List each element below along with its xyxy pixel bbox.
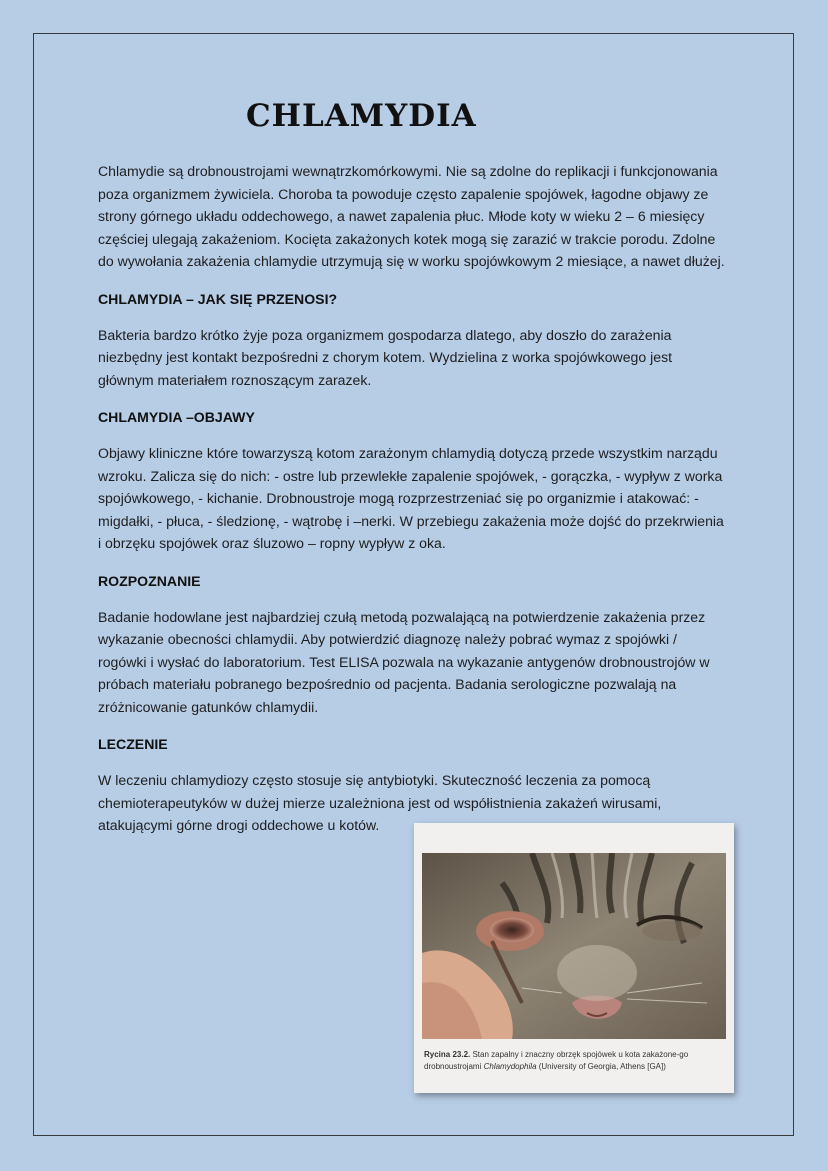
article-body	[98, 160, 728, 853]
section-heading-transmission: CHLAMYDIA – JAK SIĘ PRZENOSI?	[98, 290, 338, 307]
caption-species: Chlamydophila	[483, 1062, 537, 1071]
section-text-treatment: W leczeniu chlamydiozy często stosuje się antybiotyki. Skuteczność leczenia za pomocą chemioterapeutyków w dużej mierze uzależniona jest od współistnienia zakażeń wirusami, atakującymi górne drogi oddechowe u kotów.	[98, 772, 662, 833]
section-heading-treatment: LECZENIE	[98, 736, 168, 752]
section-heading-symptoms: CHLAMYDIA –OBJAWY	[98, 409, 255, 425]
caption-text-start: Stan zapalny i znaczny obrzęk spojówek u kota zakażone-go drobnoustrojami	[424, 1050, 689, 1071]
figure-caption	[424, 1049, 728, 1073]
figure-label: Rycina 23.2.	[424, 1050, 471, 1059]
section-text-diagnosis: Badanie hodowlane jest najbardziej czułą metodą pozwalającą na potwierdzenie zakażenia przez wykazanie obecności chlamydii. Aby potwierdzić diagnozę należy pobrać wymaz z spojówki / rogówki i wysłać do laboratorium. Test ELISA pozwala na wykazanie antygenów drobnoustrojów w próbach materiału pobranego bezpośrednio od pacjenta. Badania serologiczne pozwalają na zróżnicowanie gatunków chlamydii.	[98, 608, 710, 715]
cat-photo	[422, 853, 726, 1039]
figure-cat-eye	[414, 823, 734, 1093]
intro-paragraph: Chlamydie są drobnoustrojami wewnątrzkomórkowymi. Nie są zdolne do replikacji i funkcjonowania poza organizmem żywiciela. Choroba ta powoduje często zapalenie spojówek, łagodne objawy ze strony górnego układu oddechowego, a nawet zapalenia płuc. Młode koty w wieku 2 – 6 miesięcy częściej ulegają zakażeniom. Kocięta zakażonych kotek mogą się zarazić w trakcie porodu. Zdolne do wywołania zakażenia chlamydie utrzymują się w worku spojówkowym 2 miesiące, a nawet dłużej.	[98, 163, 725, 269]
section-heading-diagnosis: ROZPOZNANIE	[98, 572, 201, 589]
caption-text-end: (University of Georgia, Athens [GA])	[536, 1062, 666, 1071]
section-text-symptoms: Objawy kliniczne które towarzyszą kotom zarażonym chlamydią dotyczą przede wszystkim narządu wzroku. Zalicza się do nich: - ostre lub przewlekłe zapalenie spojówek, - gorączka, - wypływ z worka spojówkowego, - kichanie. Drobnoustroje mogą rozprzestrzeniać się po organizmie i atakować: - migdałki, - płuca, - śledzionę, - wątrobę i –nerki. W przebiegu zakażenia może dojść do przekrwienia i obrzęku spojówek oraz śluzowo – ropny wypływ z oka.	[98, 445, 724, 551]
page-title: CHLAMYDIA	[246, 98, 477, 134]
section-text-transmission: Bakteria bardzo krótko żyje poza organizmem gospodarza dlatego, aby doszło do zarażenia niezbędny jest kontakt bezpośredni z chorym kotem. Wydzielina z worka spojówkowego jest głównym materiałem roznoszącym zarazek.	[98, 326, 673, 388]
